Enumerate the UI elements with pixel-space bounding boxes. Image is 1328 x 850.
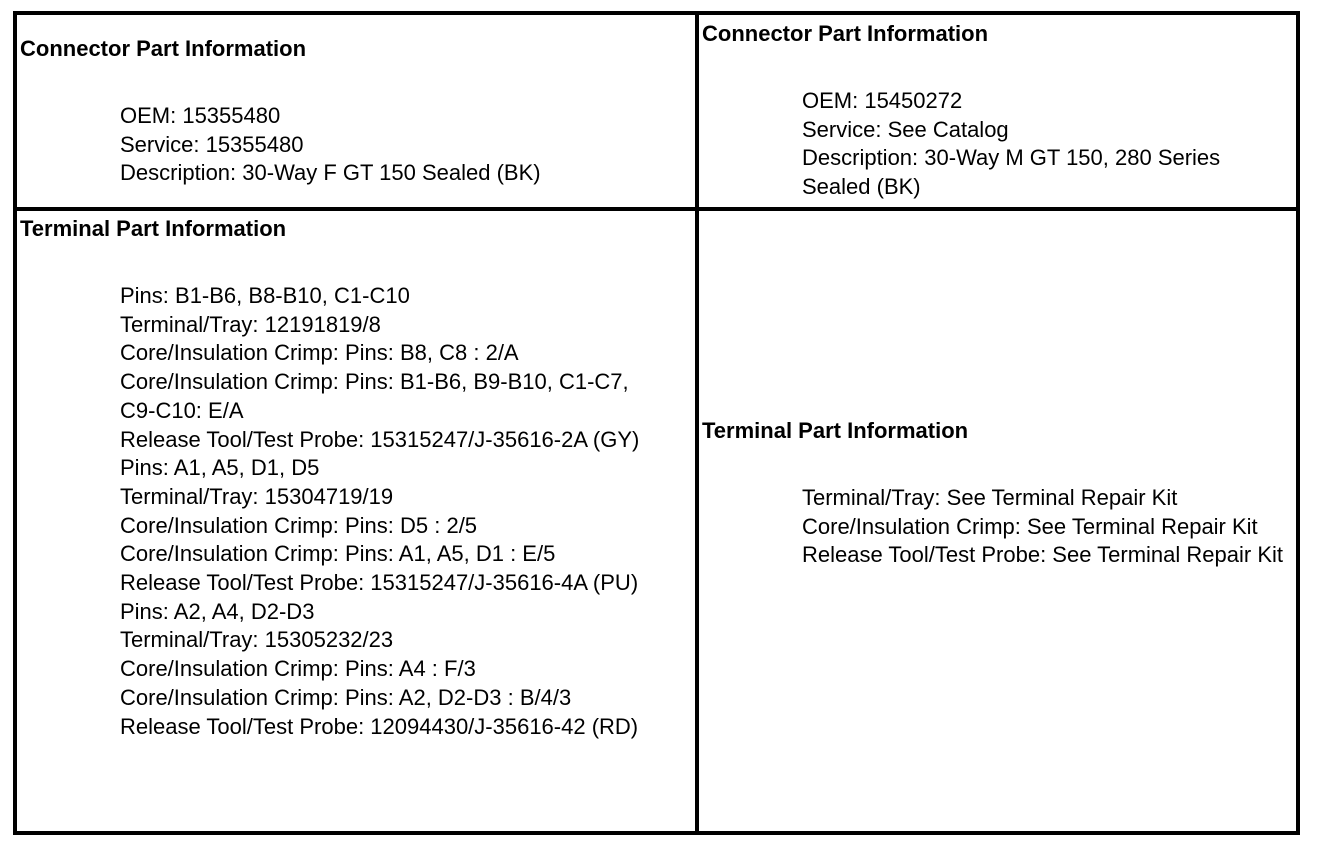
detail-line: Service: See Catalog [802,116,1009,142]
row-divider [17,207,1296,211]
right-connector-details [802,87,1292,202]
detail-line: Description: 30-Way F GT 150 Sealed (BK) [120,160,541,186]
detail-line: Core/Insulation Crimp: Pins: B8, C8 : 2/A [120,340,519,366]
detail-line: Release Tool/Test Probe: 12094430/J-35616-42 (RD) [120,713,639,739]
detail-line: Description: 30-Way M GT 150, 280 Series Sealed (BK) [802,145,1221,200]
detail-line: Pins: A1, A5, D1, D5 [120,455,320,481]
detail-line: Pins: B1-B6, B8-B10, C1-C10 [120,283,410,308]
detail-line: Terminal/Tray: 15304719/19 [120,483,394,509]
detail-line: OEM: 15355480 [120,103,281,128]
detail-line: OEM: 15450272 [802,88,963,113]
left-connector-details [120,102,660,188]
right-terminal-heading: Terminal Part Information [702,418,969,443]
right-terminal-details [802,484,1292,570]
left-terminal-details [120,282,665,741]
detail-line: Core/Insulation Crimp: Pins: D5 : 2/5 [120,512,478,538]
detail-line: Pins: A2, A4, D2-D3 [120,598,315,624]
detail-line: Terminal/Tray: 12191819/8 [120,311,381,337]
detail-line: Release Tool/Test Probe: See Terminal Repair Kit [802,542,1283,568]
detail-line: Release Tool/Test Probe: 15315247/J-35616-4A (PU) [120,570,639,596]
detail-line: Core/Insulation Crimp: Pins: A1, A5, D1 : E/5 [120,541,556,567]
left-terminal-heading: Terminal Part Information [20,216,287,241]
detail-line: Core/Insulation Crimp: Pins: A4 : F/3 [120,656,476,682]
detail-line: Terminal/Tray: 15305232/23 [120,627,394,653]
left-connector-heading: Connector Part Information [20,36,307,61]
detail-line: Core/Insulation Crimp: Pins: B1-B6, B9-B10, C1-C7, C9-C10: E/A [120,369,629,423]
detail-line: Terminal/Tray: See Terminal Repair Kit [802,485,1178,510]
detail-line: Core/Insulation Crimp: Pins: A2, D2-D3 : B/4/3 [120,684,572,710]
detail-line: Service: 15355480 [120,131,304,157]
detail-line: Release Tool/Test Probe: 15315247/J-35616-2A (GY) [120,426,640,452]
column-divider [695,15,699,831]
detail-line: Core/Insulation Crimp: See Terminal Repair Kit [802,513,1258,539]
right-connector-heading: Connector Part Information [702,21,989,46]
